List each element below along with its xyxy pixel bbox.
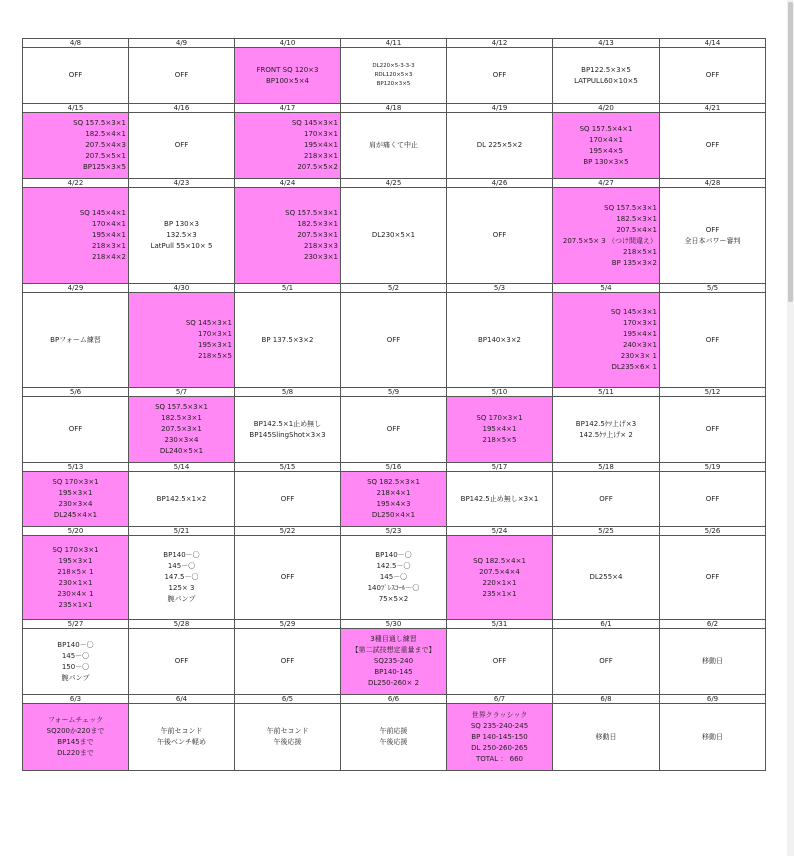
workout-cell[interactable] [447, 188, 553, 284]
date-cell[interactable]: 5/27 [23, 620, 129, 629]
workout-line: 230×3× 1 [620, 352, 657, 360]
workout-cell[interactable] [660, 704, 766, 771]
date-cell[interactable]: 5/25 [553, 527, 660, 536]
workout-line: BP145SlingShot×3×3 [249, 430, 326, 439]
workout-line: 140ﾌﾟﾚｽｺｰﾙ－〇 [367, 584, 420, 592]
date-cell[interactable]: 4/14 [660, 39, 766, 48]
date-cell[interactable]: 5/10 [447, 388, 553, 397]
workout-cell[interactable] [553, 397, 660, 463]
workout-cell[interactable] [660, 48, 766, 104]
workout-line: 午前セコンド [160, 727, 203, 735]
workout-line: フォームチェック [47, 716, 104, 724]
workout-line: 182.5×3×1 [616, 214, 657, 223]
workout-line: OFF [705, 141, 720, 149]
workout-line: SQ 157.5×3×1 [155, 403, 208, 411]
workout-line: 218×4×2 [92, 253, 126, 261]
date-cell[interactable]: 6/6 [341, 695, 447, 704]
workout-line: DL240×5×1 [159, 447, 204, 455]
workout-cell[interactable] [341, 293, 447, 388]
workout-line: 145－〇 [379, 573, 408, 581]
date-cell[interactable]: 5/20 [23, 527, 129, 536]
workout-cell[interactable] [447, 293, 553, 388]
workout-line: DL220まで [57, 749, 94, 757]
workout-line: 142.5ｹﾂ上げ× 2 [579, 430, 633, 439]
workout-cell[interactable] [235, 704, 341, 771]
date-cell[interactable]: 5/3 [447, 284, 553, 293]
workout-line: SQ 145×4×1 [79, 209, 126, 217]
workout-line: BP140－〇 [375, 551, 412, 559]
date-cell[interactable]: 5/22 [235, 527, 341, 536]
workout-line: OFF [174, 141, 189, 149]
workout-line: OFF [705, 494, 720, 503]
date-cell[interactable]: 4/8 [23, 39, 129, 48]
workout-line: BP 140-145-150 [471, 732, 528, 741]
workout-cell[interactable] [660, 629, 766, 695]
workout-cell[interactable] [129, 704, 235, 771]
workout-cell[interactable] [660, 293, 766, 388]
workout-cell[interactable] [447, 629, 553, 695]
workout-line: 移動日 [595, 732, 617, 741]
date-cell[interactable]: 4/26 [447, 179, 553, 188]
date-cell[interactable]: 5/23 [341, 527, 447, 536]
workout-cell[interactable] [341, 48, 447, 104]
workout-line: BP 130×3 [164, 220, 199, 228]
workout-line: DL 225×5×2 [476, 141, 523, 149]
workout-line: OFF [705, 425, 720, 433]
workout-line: OFF [705, 225, 720, 234]
workout-line: OFF [174, 657, 189, 665]
date-header-row [23, 388, 766, 397]
workout-cell[interactable] [235, 188, 341, 284]
date-cell[interactable]: 4/24 [235, 179, 341, 188]
date-cell[interactable]: 6/7 [447, 695, 553, 704]
workout-row [23, 293, 766, 388]
workout-line: 218×5×5 [198, 352, 232, 360]
date-header-row [23, 179, 766, 188]
workout-line: 218×5×1 [623, 247, 657, 256]
workout-line: BP145まで [57, 738, 94, 746]
workout-line: 207.5×5× 3 （つけ間違え） [562, 236, 657, 245]
workout-line: 全日本パワー審判 [684, 236, 741, 245]
date-cell[interactable]: 5/11 [553, 388, 660, 397]
workout-line: 肩が痛くて中止 [369, 141, 418, 149]
workout-cell[interactable] [553, 188, 660, 284]
date-cell[interactable]: 5/7 [129, 388, 235, 397]
training-log-sheet [22, 38, 766, 771]
workout-cell[interactable] [553, 48, 660, 104]
workout-line: SQ 157.5×4×1 [579, 124, 633, 133]
workout-cell[interactable] [553, 113, 660, 179]
workout-line: SQ 145×3×1 [610, 308, 657, 316]
date-cell[interactable]: 4/11 [341, 39, 447, 48]
date-cell[interactable]: 5/19 [660, 463, 766, 472]
date-cell[interactable]: 5/16 [341, 463, 447, 472]
date-cell[interactable]: 5/1 [235, 284, 341, 293]
date-cell[interactable]: 6/5 [235, 695, 341, 704]
workout-line: DL235×6× 1 [611, 363, 657, 371]
date-header-row [23, 39, 766, 48]
workout-line: 170×4×1 [92, 220, 126, 228]
workout-cell[interactable] [447, 397, 553, 463]
workout-line: SQ235-240 [373, 657, 414, 665]
workout-line: OFF [599, 657, 613, 665]
date-cell[interactable]: 6/4 [129, 695, 235, 704]
workout-line: 147.5－〇 [164, 573, 199, 581]
workout-line: 218×3×3 [304, 242, 338, 250]
workout-cell[interactable] [23, 472, 129, 527]
workout-line: BP100×5×4 [265, 76, 310, 85]
workout-line: 195×4×1 [482, 425, 517, 433]
workout-cell[interactable] [447, 472, 553, 527]
date-cell[interactable]: 5/31 [447, 620, 553, 629]
workout-line: BP142.5×1止め無し [253, 419, 322, 428]
workout-line: SQ 182.5×4×1 [473, 556, 526, 565]
workout-line: 195×4×3 [376, 500, 411, 508]
workout-line: SQ 157.5×3×1 [604, 203, 657, 212]
workout-cell[interactable] [129, 113, 235, 179]
workout-line: 125× 3 [168, 584, 195, 592]
workout-cell[interactable] [129, 629, 235, 695]
workout-row [23, 188, 766, 284]
workout-line: OFF [68, 425, 83, 433]
workout-cell[interactable] [447, 704, 553, 771]
workout-cell[interactable] [23, 188, 129, 284]
workout-line: BP120×3×5 [376, 81, 411, 87]
date-cell[interactable]: 5/28 [129, 620, 235, 629]
workout-row [23, 48, 766, 104]
workout-line: BP125×3×5 [82, 163, 126, 171]
workout-row [23, 629, 766, 695]
workout-line: RDL120×5×3 [374, 72, 413, 78]
workout-line: 230×3×4 [58, 500, 93, 508]
workout-line: BP142.5止め無し×3×1 [460, 494, 539, 503]
workout-line: OFF [492, 231, 507, 239]
date-cell[interactable]: 5/5 [660, 284, 766, 293]
workout-line: OFF [280, 657, 295, 665]
workout-line: DL255×4 [589, 573, 623, 581]
workout-line: 220×1×1 [482, 578, 517, 587]
workout-line: SQ 157.5×3×1 [73, 119, 126, 127]
workout-cell[interactable] [553, 704, 660, 771]
workout-line: OFF [68, 71, 83, 79]
workout-cell[interactable] [235, 48, 341, 104]
date-cell[interactable]: 6/2 [660, 620, 766, 629]
workout-line: SQ 157.5×3×1 [285, 209, 338, 217]
workout-cell[interactable] [23, 629, 129, 695]
workout-line: BP140－〇 [163, 551, 200, 559]
scrollbar-thumb[interactable] [788, 2, 793, 302]
date-cell[interactable]: 4/20 [553, 104, 660, 113]
workout-line: SQ 182.5×3×1 [367, 478, 420, 486]
date-cell[interactable]: 6/9 [660, 695, 766, 704]
workout-line: 207.5×4×3 [85, 141, 126, 149]
date-cell[interactable]: 5/26 [660, 527, 766, 536]
date-cell[interactable]: 4/12 [447, 39, 553, 48]
workout-line: 145－〇 [167, 562, 196, 570]
workout-cell[interactable] [235, 629, 341, 695]
workout-cell[interactable] [235, 293, 341, 388]
workout-line: LatPull 55×10× 5 [150, 242, 213, 250]
workout-line: 218×3×1 [92, 242, 126, 250]
workout-line: DL 250-260-265 [471, 743, 528, 752]
date-header-row [23, 527, 766, 536]
workout-line: SQ 235-240-245 [470, 721, 529, 730]
workout-cell[interactable] [341, 536, 447, 620]
workout-row [23, 113, 766, 179]
workout-line: 170×3×1 [198, 330, 232, 338]
workout-line: 240×3×1 [623, 341, 657, 349]
workout-row [23, 472, 766, 527]
workout-cell[interactable] [660, 397, 766, 463]
workout-cell[interactable] [660, 472, 766, 527]
workout-line: 午後応援 [273, 738, 302, 746]
date-cell[interactable]: 5/18 [553, 463, 660, 472]
date-cell[interactable]: 5/14 [129, 463, 235, 472]
workout-cell[interactable] [235, 397, 341, 463]
workout-line: OFF [492, 657, 507, 665]
date-cell[interactable]: 5/29 [235, 620, 341, 629]
workout-line: 207.5×5×1 [85, 152, 126, 160]
sheet-body [23, 39, 766, 771]
workout-cell[interactable] [660, 536, 766, 620]
date-cell[interactable]: 5/6 [23, 388, 129, 397]
workout-cell[interactable] [341, 472, 447, 527]
date-cell[interactable]: 5/2 [341, 284, 447, 293]
workout-cell[interactable] [341, 188, 447, 284]
workout-line: 182.5×4×1 [85, 130, 126, 138]
date-cell[interactable]: 4/30 [129, 284, 235, 293]
workout-cell[interactable] [341, 629, 447, 695]
workout-line: 195×4×1 [623, 330, 657, 338]
workout-line: 230×1×1 [58, 578, 93, 587]
workout-line: 腕パンプ [167, 595, 196, 603]
workout-cell[interactable] [129, 188, 235, 284]
workout-cell[interactable] [129, 397, 235, 463]
workout-cell[interactable] [129, 48, 235, 104]
workout-cell[interactable] [553, 629, 660, 695]
workout-line: 207.5×5×2 [297, 163, 338, 171]
workout-line: 午後応援 [379, 738, 408, 746]
date-cell[interactable]: 4/27 [553, 179, 660, 188]
workout-line: 142.5－〇 [376, 562, 411, 570]
date-cell[interactable]: 4/25 [341, 179, 447, 188]
workout-line: 移動日 [702, 732, 723, 741]
workout-cell[interactable] [23, 704, 129, 771]
workout-line: OFF [174, 71, 189, 79]
date-cell[interactable]: 4/16 [129, 104, 235, 113]
workout-line: 207.5×4×4 [479, 567, 520, 576]
date-cell[interactable]: 5/8 [235, 388, 341, 397]
date-cell[interactable]: 4/9 [129, 39, 235, 48]
date-cell[interactable]: 5/30 [341, 620, 447, 629]
workout-cell[interactable] [129, 293, 235, 388]
workout-cell[interactable] [23, 397, 129, 463]
workout-line: 207.5×3×1 [161, 425, 202, 433]
workout-line: 207.5×3×1 [297, 231, 338, 239]
workout-cell[interactable] [447, 113, 553, 179]
workout-line: 移動日 [702, 657, 723, 665]
workout-line: 午前セコンド [266, 727, 309, 735]
date-header-row [23, 695, 766, 704]
workout-line: DL250-260× 2 [367, 679, 420, 687]
workout-cell[interactable] [129, 472, 235, 527]
workout-line: SQ 170×3×1 [52, 545, 99, 554]
workout-cell[interactable] [553, 536, 660, 620]
workout-cell[interactable] [23, 113, 129, 179]
workout-cell[interactable] [447, 48, 553, 104]
workout-line: 195×3×1 [58, 489, 93, 497]
date-cell[interactable]: 4/22 [23, 179, 129, 188]
date-cell[interactable]: 4/21 [660, 104, 766, 113]
workout-line: OFF [280, 573, 295, 581]
workout-row [23, 704, 766, 771]
workout-line: DL230×5×1 [371, 231, 416, 239]
workout-line: 235×1×1 [482, 589, 517, 598]
workout-cell[interactable] [341, 704, 447, 771]
workout-cell[interactable] [447, 536, 553, 620]
workout-line: 午前応援 [379, 727, 408, 735]
workout-line: OFF [280, 494, 295, 503]
workout-cell[interactable] [235, 113, 341, 179]
workout-line: BP142.5×1×2 [156, 494, 207, 503]
workout-cell[interactable] [23, 48, 129, 104]
workout-cell[interactable] [553, 472, 660, 527]
date-cell[interactable]: 5/4 [553, 284, 660, 293]
workout-line: 世界クラッシック [471, 710, 528, 719]
workout-line: OFF [386, 425, 401, 433]
workout-cell[interactable] [129, 536, 235, 620]
workout-line: 132.5×3 [166, 231, 197, 239]
workout-line: 150－〇 [61, 662, 90, 671]
workout-line: 195×4×1 [304, 141, 338, 149]
date-cell[interactable]: 5/15 [235, 463, 341, 472]
workout-line: 【第二試技想定重量まで】 [351, 646, 436, 654]
workout-line: SQ 145×3×1 [291, 119, 338, 127]
workout-line: 230×3×1 [304, 253, 338, 261]
workout-line: 午後ベンチ軽め [157, 738, 206, 746]
date-cell[interactable]: 5/13 [23, 463, 129, 472]
workout-line: 75×5×2 [378, 595, 409, 603]
workout-line: 218×4×1 [376, 489, 411, 497]
workout-line: FRONT SQ 120×3 [256, 65, 319, 74]
date-cell[interactable]: 4/18 [341, 104, 447, 113]
date-cell[interactable]: 6/3 [23, 695, 129, 704]
workout-line: 230×4× 1 [57, 589, 94, 598]
workout-line: 230×3×4 [164, 436, 199, 444]
workout-line: BP140-145 [374, 668, 413, 676]
workout-cell[interactable] [23, 536, 129, 620]
date-cell[interactable]: 5/24 [447, 527, 553, 536]
workout-cell[interactable] [660, 113, 766, 179]
workout-line: BP 137.5×3×2 [261, 335, 314, 344]
workout-line: SQ 170×3×1 [52, 478, 99, 486]
workout-line: 182.5×3×1 [297, 220, 338, 228]
workout-line: 195×4×5 [589, 146, 623, 155]
workout-line: 207.5×4×1 [616, 225, 657, 234]
workout-line: 218×5×5 [482, 436, 517, 444]
workout-line: DL250×4×1 [371, 511, 416, 519]
workout-row [23, 397, 766, 463]
workout-line: BPフォーム練習 [50, 335, 101, 344]
workout-cell[interactable] [341, 113, 447, 179]
workout-row [23, 536, 766, 620]
workout-line: 145－〇 [61, 651, 90, 660]
workout-cell[interactable] [341, 397, 447, 463]
workout-cell[interactable] [235, 536, 341, 620]
workout-line: 182.5×3×1 [161, 414, 202, 422]
workout-line: 170×4×1 [589, 135, 623, 144]
date-header-row [23, 104, 766, 113]
workout-line: 腕パンプ [61, 673, 90, 682]
date-cell[interactable]: 4/23 [129, 179, 235, 188]
workout-line: BP142.5ｹﾂ上げ×3 [575, 419, 637, 428]
workout-line: 195×4×1 [92, 231, 126, 239]
workout-line: TOTAL ： 660 [475, 754, 524, 763]
workout-line: BP140－〇 [57, 640, 94, 649]
workout-cell[interactable] [23, 293, 129, 388]
date-cell[interactable]: 6/8 [553, 695, 660, 704]
workout-line: DL245×4×1 [53, 511, 98, 519]
date-cell[interactable]: 4/29 [23, 284, 129, 293]
workout-line: SQ 145×3×1 [185, 319, 232, 327]
date-cell[interactable]: 5/12 [660, 388, 766, 397]
date-cell[interactable]: 4/28 [660, 179, 766, 188]
date-cell[interactable]: 5/17 [447, 463, 553, 472]
workout-cell[interactable] [553, 293, 660, 388]
workout-line: OFF [705, 71, 720, 79]
workout-line: BP140×3×2 [477, 335, 522, 344]
date-cell[interactable]: 4/13 [553, 39, 660, 48]
workout-line: 195×3×1 [58, 556, 93, 565]
workout-line: SQ200か220まで [46, 727, 105, 735]
workout-line: DL220×5-3-3-3 [372, 63, 415, 69]
date-header-row [23, 284, 766, 293]
workout-cell[interactable] [235, 472, 341, 527]
workout-line: 170×3×1 [623, 319, 657, 327]
workout-line: 3種目通し練習 [370, 635, 417, 643]
date-cell[interactable]: 4/17 [235, 104, 341, 113]
workout-line: SQ 170×3×1 [476, 414, 523, 422]
workout-line: 218×5× 1 [57, 567, 94, 576]
date-cell[interactable]: 4/15 [23, 104, 129, 113]
workout-cell[interactable] [660, 188, 766, 284]
workout-line: BP 135×3×2 [611, 258, 657, 267]
workout-line: OFF [386, 335, 401, 344]
workout-line: 235×1×1 [58, 600, 93, 609]
date-cell[interactable]: 6/1 [553, 620, 660, 629]
workout-line: BP 130×3×5 [583, 157, 629, 166]
date-header-row [23, 620, 766, 629]
workout-line: OFF [705, 335, 720, 344]
date-header-row [23, 463, 766, 472]
workout-line: 195×3×1 [198, 341, 232, 349]
workout-line: OFF [492, 71, 507, 79]
workout-line: LATPULL60×10×5 [574, 76, 638, 85]
workout-line: OFF [599, 494, 613, 503]
workout-line: BP122.5×3×5 [581, 65, 631, 74]
workout-line: OFF [705, 573, 720, 581]
workout-line: 218×3×1 [304, 152, 338, 160]
date-cell[interactable]: 5/21 [129, 527, 235, 536]
workout-line: 170×3×1 [304, 130, 338, 138]
date-cell[interactable]: 4/10 [235, 39, 341, 48]
date-cell[interactable]: 4/19 [447, 104, 553, 113]
date-cell[interactable]: 5/9 [341, 388, 447, 397]
